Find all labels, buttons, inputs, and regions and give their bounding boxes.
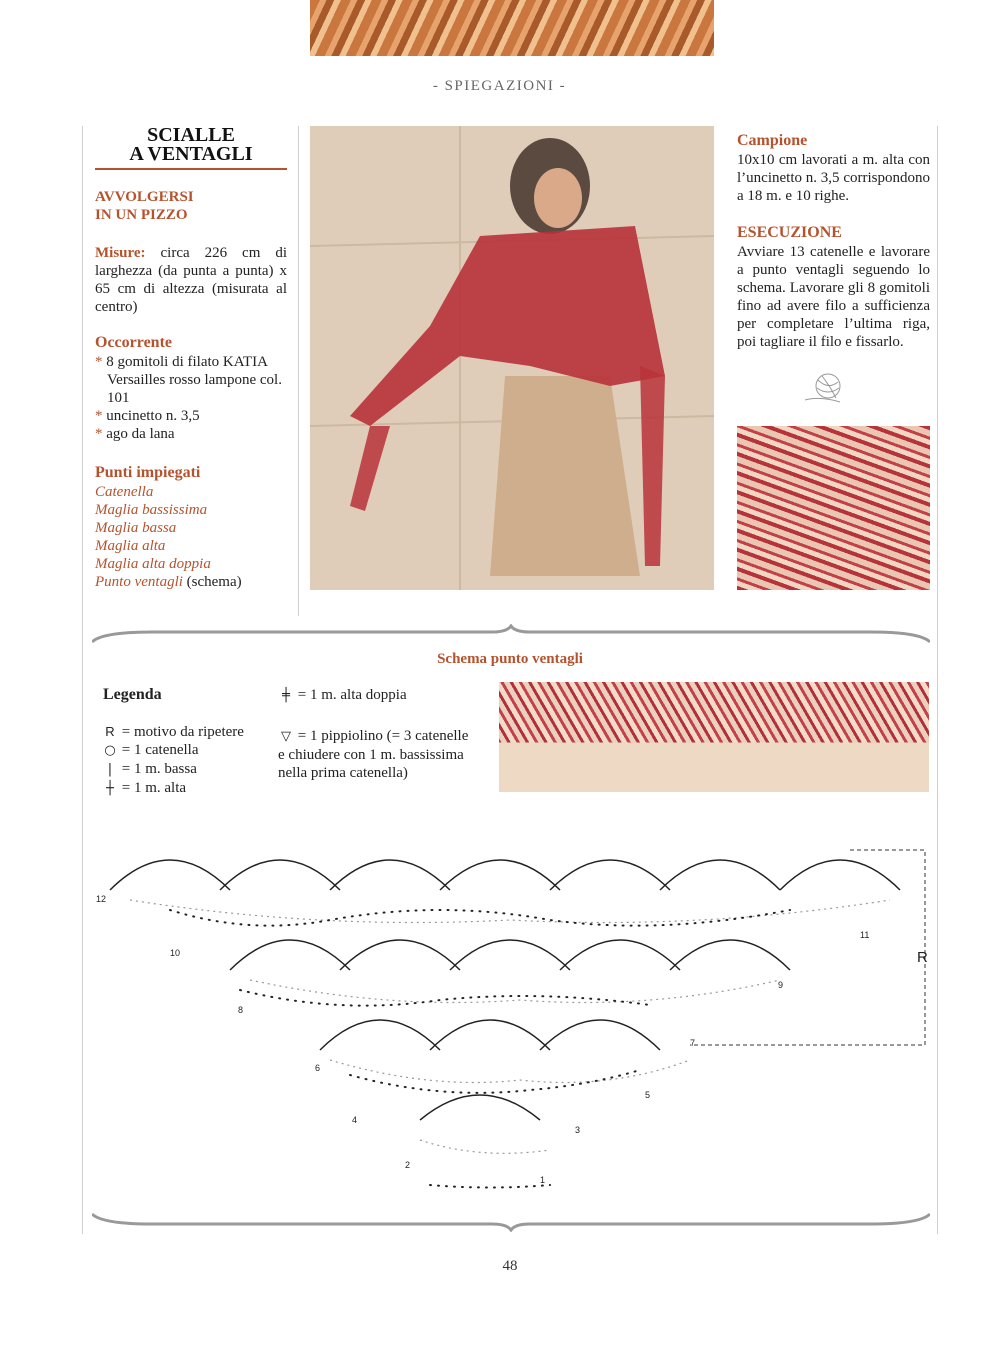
legend-item: ╪ = 1 m. alta doppia [282,687,407,703]
legend-title: Legenda [103,686,162,703]
punti-heading: Punti impiegati [95,464,201,481]
row-number: 11 [860,930,870,940]
list-item: Maglia bassa [95,520,177,536]
legend-item: ▽ = 1 pippiolino (= 3 catenelle e chiudere con 1 m. bassissima nella prima catenella) [278,728,469,781]
row-number: 1 [540,1175,546,1185]
esecuzione-text: Avviare 13 catenelle e lavorare a punto ventagli seguendo lo schema. Lavorare gli 8 gomitoli fino ad avere filo a sufficienza per completare l’ultima riga, poi tagliare il filo e fissarlo. [737,244,930,350]
occorrente-heading: Occorrente [95,334,172,351]
row-number: 5 [645,1090,651,1100]
page-number: 48 [502,1258,518,1274]
schema-title: Schema punto ventagli [437,651,583,667]
model-photo [310,126,714,590]
yarn-ball-icon [800,368,850,408]
row-number: 2 [405,1160,411,1170]
row-number: 10 [170,948,181,958]
row-number: 12 [96,894,107,904]
crochet-chart [90,840,940,1200]
row-number: 6 [315,1063,321,1073]
list-item: Maglia alta [95,538,166,554]
legend-item: ┼ = 1 m. alta [106,780,187,796]
punti-list [95,483,295,591]
occorrente-list: * 8 gomitoli di filato KATIA Versailles rosso lampone col. 101 * uncinetto n. 3,5 * ago da lana [95,353,295,443]
list-item: * ago da lana [95,426,175,442]
model-illustration [310,126,714,590]
subtitle: AVVOLGERSI IN UN PIZZO [95,189,194,223]
row-number: 3 [575,1125,581,1135]
banner-yarn-photo [310,0,714,56]
section-header: - SPIEGAZIONI - [432,78,567,94]
list-item: * 8 gomitoli di filato KATIA [95,354,268,370]
repeat-label: R [917,949,928,966]
stitch-detail-photo [737,426,930,590]
row-number: 7 [690,1038,696,1048]
ornament-divider-bottom [92,1212,930,1232]
legend-item: ○ = 1 catenella [104,742,199,758]
ornament-divider-top [92,624,930,644]
title-rule [95,168,287,170]
legend-item: R = motivo da ripetere [105,724,244,740]
campione-heading: Campione [737,132,808,149]
legend-item: | = 1 m. bassa [107,761,197,777]
shawl-edge-photo [499,682,929,792]
legend-right [278,686,473,782]
list-item: Maglia alta doppia [95,556,211,572]
divider-left [298,126,299,616]
row-number: 9 [778,980,784,990]
row-number: 4 [352,1115,358,1125]
page-title: SCIALLE A VENTAGLI [129,124,253,165]
list-item: Catenella [95,484,154,500]
list-item: * uncinetto n. 3,5 [95,408,200,424]
page-border-left [82,126,83,1234]
misure-paragraph: Misure: circa 226 cm di larghezza (da punta a punta) x 65 cm di altezza (misurata al centro) [95,245,287,315]
legend-left [102,723,272,798]
list-item: Maglia bassissima [95,502,208,518]
list-item: Punto ventagli (schema) [95,574,242,590]
row-number: 8 [238,1005,244,1015]
esecuzione-heading: ESECUZIONE [737,224,842,241]
campione-text: 10x10 cm lavorati a m. alta con l’uncinetto n. 3,5 corrispondono a 18 m. e 10 righe. [737,152,930,204]
